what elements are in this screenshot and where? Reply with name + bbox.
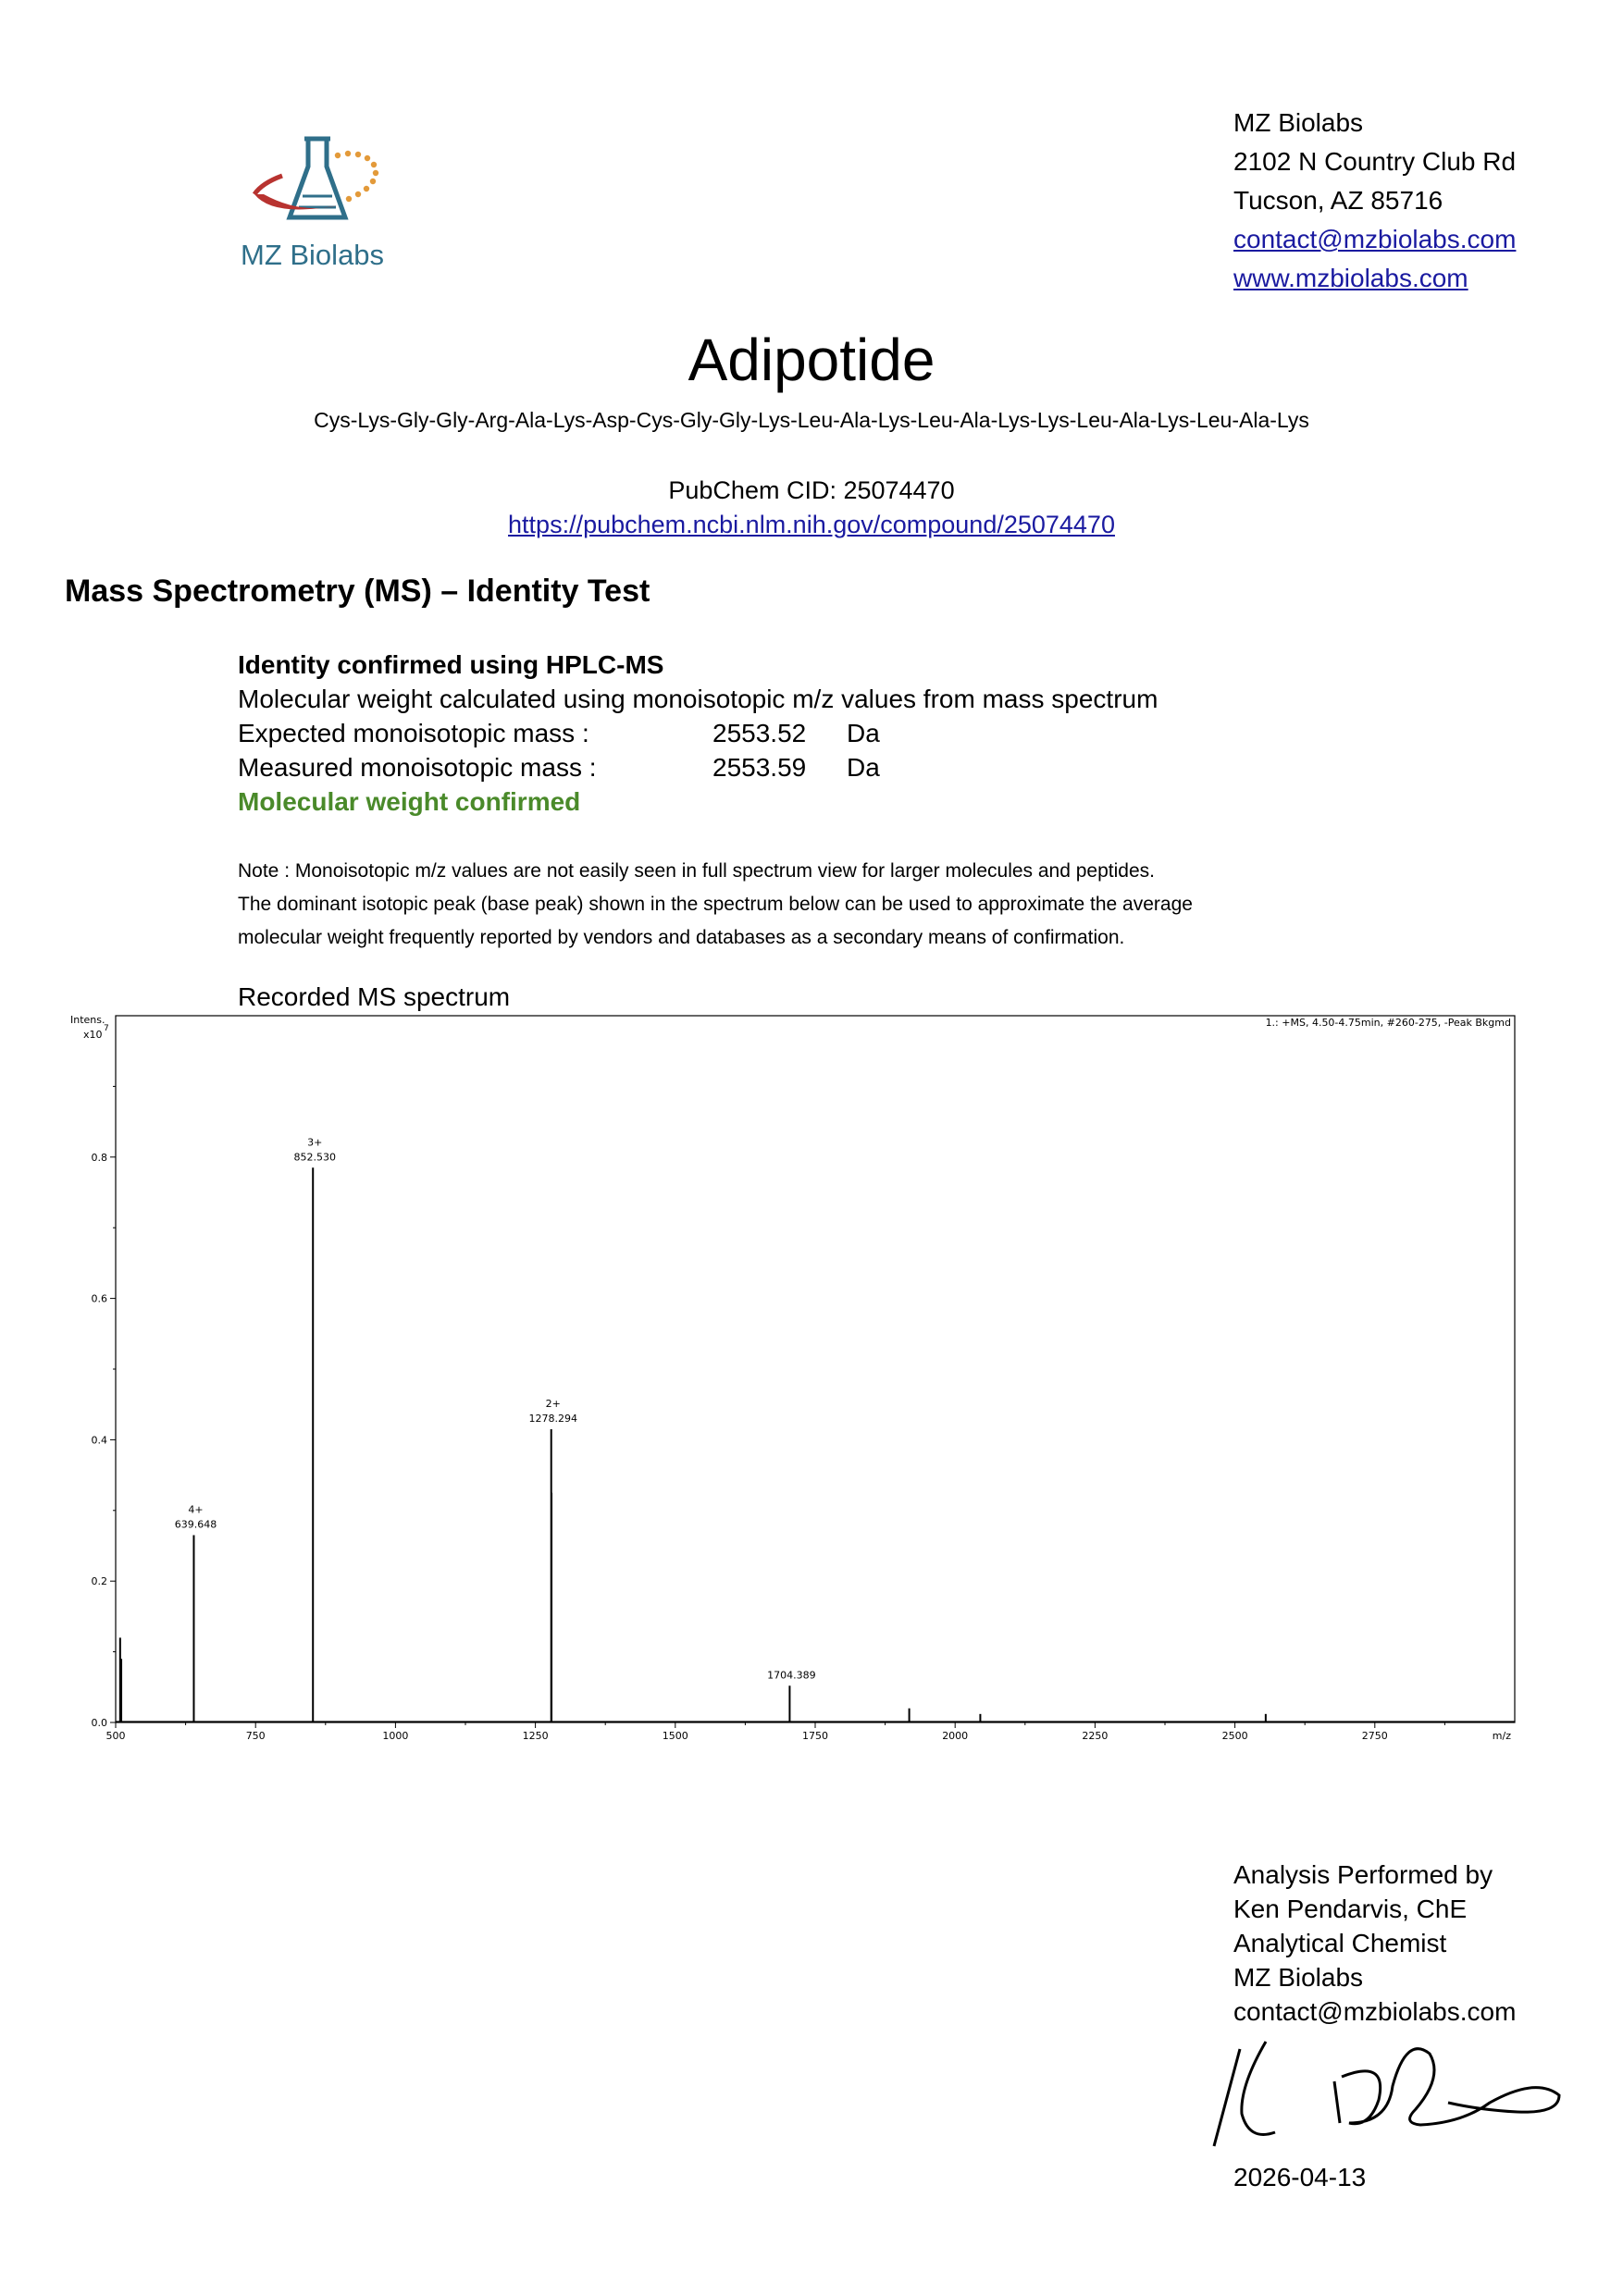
x-tick-label: 500 — [105, 1730, 126, 1742]
analyst-company: MZ Biolabs — [1233, 1963, 1364, 1992]
x-tick-label: 750 — [245, 1730, 266, 1742]
y-axis-exponent: 7 — [104, 1024, 109, 1033]
expected-mass-value: 2553.52 — [712, 719, 807, 747]
y-axis-label: Intens. — [70, 1014, 105, 1026]
note-line-2: The dominant isotopic peak (base peak) shown in the spectrum below can be used to approximate the average — [238, 894, 1193, 915]
expected-mass-label: Expected monoisotopic mass : — [238, 719, 589, 747]
signature-date: 2026-04-13 — [1233, 2163, 1367, 2191]
peak-charge-label: 4+ — [188, 1503, 204, 1516]
x-tick-label: 1750 — [802, 1730, 828, 1742]
y-tick-label: 0.8 — [91, 1151, 107, 1164]
peak-mz-label: 852.530 — [293, 1151, 336, 1164]
y-axis-multiplier: x10 — [83, 1029, 103, 1041]
pubchem-cid: PubChem CID: 25074470 — [668, 476, 955, 504]
address-line-city: Tucson, AZ 85716 — [1233, 186, 1443, 215]
analyst-title: Analytical Chemist — [1233, 1929, 1447, 1957]
x-tick-label: 1500 — [662, 1730, 688, 1742]
y-tick-label: 0.4 — [91, 1434, 107, 1447]
note-line-1: Note : Monoisotopic m/z values are not easily seen in full spectrum view for larger molecules and peptides. — [238, 860, 1155, 882]
section-heading: Mass Spectrometry (MS) – Identity Test — [65, 574, 650, 609]
analyst-block — [1233, 1858, 1516, 2029]
address-line-name: MZ Biolabs — [1233, 108, 1364, 137]
y-tick-label: 0.6 — [91, 1292, 107, 1305]
method-description: Molecular weight calculated using monoisotopic m/z values from mass spectrum — [238, 685, 1158, 713]
analyst-email: contact@mzbiolabs.com — [1233, 1997, 1517, 2026]
peak-charge-label: 3+ — [307, 1136, 323, 1149]
plot-frame — [116, 1016, 1515, 1722]
x-tick-label: 2000 — [942, 1730, 969, 1742]
spectrum-label: Recorded MS spectrum — [238, 982, 511, 1011]
x-axis-label: m/z — [1492, 1730, 1511, 1742]
x-tick-label: 1250 — [522, 1730, 549, 1742]
address-line-street: 2102 N Country Club Rd — [1233, 147, 1517, 176]
analyst-name: Ken Pendarvis, ChE — [1233, 1895, 1468, 1923]
peptide-sequence: Cys-Lys-Gly-Gly-Arg-Ala-Lys-Asp-Cys-Gly-Gly-Lys-Leu-Ala-Lys-Leu-Ala-Lys-Lys-Leu-Ala-Lys-Leu-Ala-Lys — [314, 408, 1309, 432]
peak-mz-label: 639.648 — [174, 1518, 217, 1531]
compound-title: Adipotide — [688, 327, 935, 393]
spectrum-header: 1.: +MS, 4.50-4.75min, #260-275, -Peak Bkgmd — [1265, 1017, 1511, 1029]
peak-mz-label: 1704.389 — [767, 1669, 816, 1682]
peak-charge-label: 2+ — [545, 1397, 561, 1410]
pubchem-link[interactable]: https://pubchem.ncbi.nlm.nih.gov/compound/25074470 — [508, 511, 1115, 538]
note-line-3: molecular weight frequently reported by vendors and databases as a secondary means of confirmation. — [238, 927, 1125, 948]
expected-mass-unit: Da — [847, 719, 880, 747]
identity-heading: Identity confirmed using HPLC-MS — [238, 650, 664, 679]
peak-mz-label: 1278.294 — [528, 1412, 577, 1425]
analyst-line-1: Analysis Performed by — [1233, 1860, 1493, 1889]
x-tick-label: 2250 — [1082, 1730, 1109, 1742]
signature — [1203, 2031, 1573, 2160]
email-link[interactable]: contact@mzbiolabs.com — [1233, 225, 1517, 253]
measured-mass-unit: Da — [847, 753, 880, 782]
result-confirmed: Molecular weight confirmed — [238, 787, 581, 816]
x-tick-label: 2500 — [1221, 1730, 1248, 1742]
measured-mass-label: Measured monoisotopic mass : — [238, 753, 597, 782]
logo-text: MZ Biolabs — [241, 239, 385, 271]
x-tick-label: 1000 — [382, 1730, 409, 1742]
website-link[interactable]: www.mzbiolabs.com — [1233, 264, 1468, 292]
y-tick-label: 0.2 — [91, 1575, 107, 1588]
y-tick-label: 0.0 — [91, 1717, 107, 1729]
measured-mass-value: 2553.59 — [712, 753, 807, 782]
x-tick-label: 2750 — [1361, 1730, 1388, 1742]
